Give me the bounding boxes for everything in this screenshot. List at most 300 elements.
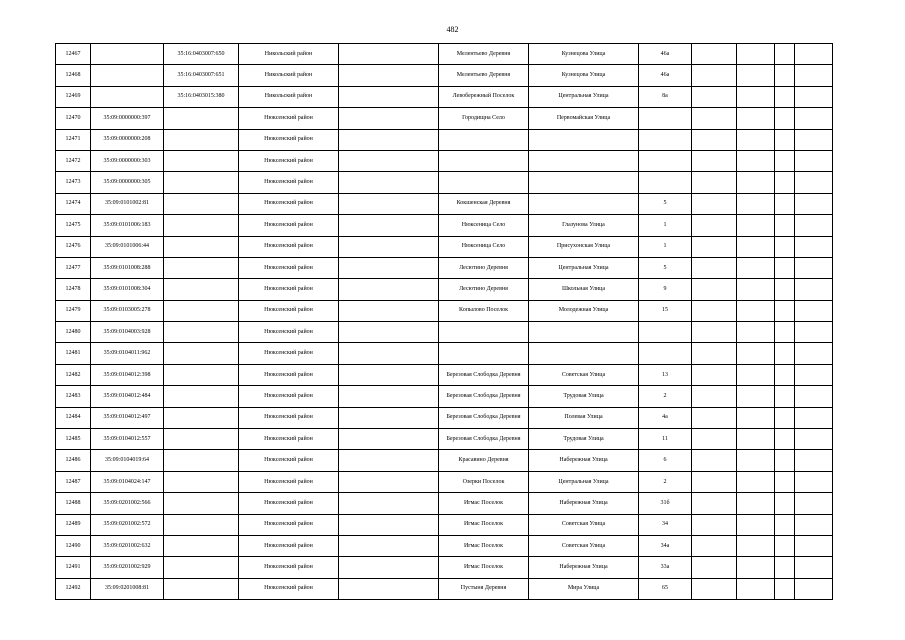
extra-cell-2 bbox=[737, 257, 775, 278]
row-number-cell: 12479 bbox=[56, 300, 91, 321]
extra-cell-1 bbox=[692, 44, 737, 65]
settlement-cell: Березовая Слободка Деревня bbox=[439, 364, 529, 385]
extra-cell-4 bbox=[795, 193, 833, 214]
extra-cell-4 bbox=[795, 364, 833, 385]
house-number-cell: 65 bbox=[639, 578, 692, 599]
house-number-cell: 46а bbox=[639, 44, 692, 65]
table-row bbox=[56, 386, 833, 407]
street-cell: Центральная Улица bbox=[529, 471, 639, 492]
cadastral-number-alt-cell bbox=[164, 343, 239, 364]
extra-cell-4 bbox=[795, 471, 833, 492]
row-number-cell: 12482 bbox=[56, 364, 91, 385]
cadastral-number-alt-cell: 35:16:0403015:380 bbox=[164, 86, 239, 107]
street-cell bbox=[529, 129, 639, 150]
settlement-cell: Пустыня Деревня bbox=[439, 578, 529, 599]
district-cell: Никольский район bbox=[239, 44, 339, 65]
empty-cell bbox=[339, 215, 439, 236]
empty-cell bbox=[339, 407, 439, 428]
cadastral-number-cell: 35:09:0201002:566 bbox=[91, 493, 164, 514]
extra-cell-4 bbox=[795, 108, 833, 129]
cadastral-number-cell: 35:09:0000000:305 bbox=[91, 172, 164, 193]
extra-cell-1 bbox=[692, 514, 737, 535]
table-row bbox=[56, 557, 833, 578]
cadastral-number-cell: 35:09:0201002:572 bbox=[91, 514, 164, 535]
street-cell bbox=[529, 343, 639, 364]
district-cell: Нюксенский район bbox=[239, 343, 339, 364]
house-number-cell: 9 bbox=[639, 279, 692, 300]
street-cell: Полевая Улица bbox=[529, 407, 639, 428]
row-number-cell: 12487 bbox=[56, 471, 91, 492]
extra-cell-3 bbox=[775, 578, 795, 599]
district-cell: Нюксенский район bbox=[239, 215, 339, 236]
row-number-cell: 12471 bbox=[56, 129, 91, 150]
cadastral-number-cell: 35:09:0201002:632 bbox=[91, 535, 164, 556]
cadastral-number-alt-cell bbox=[164, 150, 239, 171]
empty-cell bbox=[339, 108, 439, 129]
cadastral-number-cell bbox=[91, 65, 164, 86]
extra-cell-4 bbox=[795, 557, 833, 578]
settlement-cell bbox=[439, 322, 529, 343]
extra-cell-3 bbox=[775, 557, 795, 578]
street-cell: Центральная Улица bbox=[529, 86, 639, 107]
extra-cell-1 bbox=[692, 557, 737, 578]
cadastral-number-cell: 35:09:0104011:962 bbox=[91, 343, 164, 364]
district-cell: Нюксенский район bbox=[239, 364, 339, 385]
empty-cell bbox=[339, 300, 439, 321]
extra-cell-1 bbox=[692, 343, 737, 364]
cadastral-number-cell: 35:09:0201002:929 bbox=[91, 557, 164, 578]
cadastral-number-cell: 35:09:0104012:398 bbox=[91, 364, 164, 385]
street-cell: Советская Улица bbox=[529, 535, 639, 556]
empty-cell bbox=[339, 150, 439, 171]
street-cell bbox=[529, 193, 639, 214]
extra-cell-4 bbox=[795, 493, 833, 514]
extra-cell-3 bbox=[775, 386, 795, 407]
district-cell: Нюксенский район bbox=[239, 193, 339, 214]
extra-cell-2 bbox=[737, 300, 775, 321]
district-cell: Нюксенский район bbox=[239, 129, 339, 150]
page-number: 482 bbox=[446, 25, 459, 34]
empty-cell bbox=[339, 343, 439, 364]
house-number-cell: 5 bbox=[639, 257, 692, 278]
extra-cell-3 bbox=[775, 44, 795, 65]
row-number-cell: 12485 bbox=[56, 429, 91, 450]
extra-cell-3 bbox=[775, 364, 795, 385]
extra-cell-3 bbox=[775, 535, 795, 556]
extra-cell-4 bbox=[795, 215, 833, 236]
cadastral-number-alt-cell bbox=[164, 364, 239, 385]
extra-cell-2 bbox=[737, 129, 775, 150]
extra-cell-1 bbox=[692, 471, 737, 492]
extra-cell-4 bbox=[795, 514, 833, 535]
empty-cell bbox=[339, 429, 439, 450]
cadastral-number-cell: 35:09:0104012:497 bbox=[91, 407, 164, 428]
extra-cell-1 bbox=[692, 429, 737, 450]
empty-cell bbox=[339, 236, 439, 257]
settlement-cell: Озерки Поселок bbox=[439, 471, 529, 492]
cadastral-number-cell: 35:09:0000000:303 bbox=[91, 150, 164, 171]
cadastral-number-cell: 35:09:0101008:288 bbox=[91, 257, 164, 278]
settlement-cell: Мелентьево Деревня bbox=[439, 65, 529, 86]
cadastral-number-alt-cell bbox=[164, 215, 239, 236]
settlement-cell: Нюксеница Село bbox=[439, 215, 529, 236]
extra-cell-1 bbox=[692, 172, 737, 193]
street-cell: Присухонская Улица bbox=[529, 236, 639, 257]
row-number-cell: 12473 bbox=[56, 172, 91, 193]
row-number-cell: 12492 bbox=[56, 578, 91, 599]
extra-cell-4 bbox=[795, 343, 833, 364]
row-number-cell: 12472 bbox=[56, 150, 91, 171]
house-number-cell: 34 bbox=[639, 514, 692, 535]
cadastral-number-alt-cell bbox=[164, 386, 239, 407]
cadastral-number-cell: 35:09:0104012:484 bbox=[91, 386, 164, 407]
house-number-cell bbox=[639, 150, 692, 171]
extra-cell-3 bbox=[775, 236, 795, 257]
house-number-cell bbox=[639, 343, 692, 364]
table-row bbox=[56, 300, 833, 321]
street-cell bbox=[529, 150, 639, 171]
row-number-cell: 12478 bbox=[56, 279, 91, 300]
extra-cell-3 bbox=[775, 300, 795, 321]
row-number-cell: 12486 bbox=[56, 450, 91, 471]
street-cell: Набережная Улица bbox=[529, 557, 639, 578]
extra-cell-2 bbox=[737, 172, 775, 193]
cadastral-number-cell: 35:09:0201008:81 bbox=[91, 578, 164, 599]
cadastral-number-alt-cell bbox=[164, 514, 239, 535]
extra-cell-3 bbox=[775, 450, 795, 471]
cadastral-number-alt-cell: 35:16:0403007:651 bbox=[164, 65, 239, 86]
extra-cell-1 bbox=[692, 386, 737, 407]
extra-cell-3 bbox=[775, 429, 795, 450]
extra-cell-2 bbox=[737, 215, 775, 236]
empty-cell bbox=[339, 535, 439, 556]
house-number-cell: 1 bbox=[639, 215, 692, 236]
empty-cell bbox=[339, 257, 439, 278]
row-number-cell: 12476 bbox=[56, 236, 91, 257]
row-number-cell: 12480 bbox=[56, 322, 91, 343]
extra-cell-2 bbox=[737, 364, 775, 385]
extra-cell-4 bbox=[795, 150, 833, 171]
cadastral-number-cell bbox=[91, 86, 164, 107]
settlement-cell: Копылово Поселок bbox=[439, 300, 529, 321]
extra-cell-1 bbox=[692, 86, 737, 107]
empty-cell bbox=[339, 322, 439, 343]
extra-cell-2 bbox=[737, 386, 775, 407]
row-number-cell: 12488 bbox=[56, 493, 91, 514]
district-cell: Нюксенский район bbox=[239, 407, 339, 428]
extra-cell-1 bbox=[692, 450, 737, 471]
street-cell: Первомайская Улица bbox=[529, 108, 639, 129]
district-cell: Нюксенский район bbox=[239, 108, 339, 129]
row-number-cell: 12484 bbox=[56, 407, 91, 428]
house-number-cell: 46а bbox=[639, 65, 692, 86]
settlement-cell bbox=[439, 129, 529, 150]
cadastral-number-alt-cell bbox=[164, 471, 239, 492]
district-cell: Нюксенский район bbox=[239, 150, 339, 171]
settlement-cell: Кокшенская Деревня bbox=[439, 193, 529, 214]
street-cell: Центральная Улица bbox=[529, 257, 639, 278]
table-row bbox=[56, 172, 833, 193]
extra-cell-1 bbox=[692, 322, 737, 343]
table-row bbox=[56, 450, 833, 471]
settlement-cell: Игмас Поселок bbox=[439, 535, 529, 556]
extra-cell-2 bbox=[737, 322, 775, 343]
empty-cell bbox=[339, 386, 439, 407]
extra-cell-2 bbox=[737, 343, 775, 364]
extra-cell-2 bbox=[737, 108, 775, 129]
extra-cell-3 bbox=[775, 257, 795, 278]
extra-cell-1 bbox=[692, 236, 737, 257]
district-cell: Никольский район bbox=[239, 86, 339, 107]
settlement-cell: Игмас Поселок bbox=[439, 557, 529, 578]
extra-cell-4 bbox=[795, 279, 833, 300]
district-cell: Нюксенский район bbox=[239, 300, 339, 321]
district-cell: Нюксенский район bbox=[239, 172, 339, 193]
cadastral-number-alt-cell bbox=[164, 193, 239, 214]
extra-cell-1 bbox=[692, 407, 737, 428]
table-row bbox=[56, 578, 833, 599]
table-row bbox=[56, 215, 833, 236]
extra-cell-1 bbox=[692, 150, 737, 171]
district-cell: Нюксенский район bbox=[239, 514, 339, 535]
house-number-cell: 33а bbox=[639, 557, 692, 578]
extra-cell-3 bbox=[775, 279, 795, 300]
street-cell bbox=[529, 172, 639, 193]
table-row bbox=[56, 86, 833, 107]
row-number-cell: 12468 bbox=[56, 65, 91, 86]
table-row bbox=[56, 44, 833, 65]
extra-cell-3 bbox=[775, 193, 795, 214]
street-cell: Кузнецова Улица bbox=[529, 65, 639, 86]
cadastral-number-cell: 35:09:0104003:928 bbox=[91, 322, 164, 343]
extra-cell-4 bbox=[795, 65, 833, 86]
district-cell: Нюксенский район bbox=[239, 236, 339, 257]
cadastral-number-alt-cell bbox=[164, 578, 239, 599]
extra-cell-4 bbox=[795, 578, 833, 599]
extra-cell-1 bbox=[692, 129, 737, 150]
cadastral-number-cell: 35:09:0104012:557 bbox=[91, 429, 164, 450]
table-row bbox=[56, 471, 833, 492]
cadastral-number-alt-cell bbox=[164, 407, 239, 428]
row-number-cell: 12467 bbox=[56, 44, 91, 65]
extra-cell-1 bbox=[692, 65, 737, 86]
house-number-cell bbox=[639, 129, 692, 150]
extra-cell-4 bbox=[795, 535, 833, 556]
street-cell: Трудовая Улица bbox=[529, 386, 639, 407]
row-number-cell: 12481 bbox=[56, 343, 91, 364]
house-number-cell bbox=[639, 108, 692, 129]
table-row bbox=[56, 514, 833, 535]
row-number-cell: 12469 bbox=[56, 86, 91, 107]
empty-cell bbox=[339, 65, 439, 86]
empty-cell bbox=[339, 514, 439, 535]
house-number-cell: 1 bbox=[639, 236, 692, 257]
extra-cell-2 bbox=[737, 471, 775, 492]
district-cell: Нюксенский район bbox=[239, 429, 339, 450]
cadastral-number-cell: 35:09:0000000:208 bbox=[91, 129, 164, 150]
empty-cell bbox=[339, 578, 439, 599]
settlement-cell: Березовая Слободка Деревня bbox=[439, 386, 529, 407]
empty-cell bbox=[339, 557, 439, 578]
empty-cell bbox=[339, 450, 439, 471]
cadastral-number-alt-cell bbox=[164, 108, 239, 129]
cadastral-number-alt-cell bbox=[164, 429, 239, 450]
empty-cell bbox=[339, 279, 439, 300]
settlement-cell: Игмас Поселок bbox=[439, 514, 529, 535]
table-row bbox=[56, 193, 833, 214]
extra-cell-2 bbox=[737, 578, 775, 599]
extra-cell-2 bbox=[737, 86, 775, 107]
empty-cell bbox=[339, 172, 439, 193]
extra-cell-1 bbox=[692, 493, 737, 514]
settlement-cell: Левобережный Поселок bbox=[439, 86, 529, 107]
extra-cell-4 bbox=[795, 44, 833, 65]
settlement-cell: Березовая Слободка Деревня bbox=[439, 407, 529, 428]
extra-cell-2 bbox=[737, 514, 775, 535]
table-row bbox=[56, 535, 833, 556]
district-cell: Нюксенский район bbox=[239, 557, 339, 578]
table-row bbox=[56, 493, 833, 514]
cadastral-number-alt-cell bbox=[164, 322, 239, 343]
house-number-cell bbox=[639, 322, 692, 343]
settlement-cell: Лесютино Деревня bbox=[439, 257, 529, 278]
house-number-cell: 31б bbox=[639, 493, 692, 514]
house-number-cell bbox=[639, 172, 692, 193]
settlement-cell: Лесютино Деревня bbox=[439, 279, 529, 300]
street-cell: Кузнецова Улица bbox=[529, 44, 639, 65]
extra-cell-3 bbox=[775, 471, 795, 492]
table-row bbox=[56, 279, 833, 300]
cadastral-number-cell: 35:09:0103005:278 bbox=[91, 300, 164, 321]
cadastral-number-alt-cell bbox=[164, 236, 239, 257]
street-cell: Трудовая Улица bbox=[529, 429, 639, 450]
cadastral-number-alt-cell bbox=[164, 257, 239, 278]
cadastral-number-alt-cell bbox=[164, 172, 239, 193]
extra-cell-4 bbox=[795, 429, 833, 450]
cadastral-number-cell: 35:09:0101008:304 bbox=[91, 279, 164, 300]
house-number-cell: 15 bbox=[639, 300, 692, 321]
row-number-cell: 12490 bbox=[56, 535, 91, 556]
table-row bbox=[56, 150, 833, 171]
row-number-cell: 12475 bbox=[56, 215, 91, 236]
cadastral-number-alt-cell bbox=[164, 129, 239, 150]
extra-cell-4 bbox=[795, 450, 833, 471]
registry-table bbox=[55, 43, 833, 600]
cadastral-number-cell: 35:09:0101006:44 bbox=[91, 236, 164, 257]
district-cell: Нюксенский район bbox=[239, 578, 339, 599]
extra-cell-1 bbox=[692, 300, 737, 321]
cadastral-number-cell bbox=[91, 44, 164, 65]
settlement-cell: Мелентьево Деревня bbox=[439, 44, 529, 65]
street-cell: Молодежная Улица bbox=[529, 300, 639, 321]
street-cell: Мира Улица bbox=[529, 578, 639, 599]
table-row bbox=[56, 236, 833, 257]
empty-cell bbox=[339, 364, 439, 385]
empty-cell bbox=[339, 193, 439, 214]
row-number-cell: 12474 bbox=[56, 193, 91, 214]
extra-cell-2 bbox=[737, 557, 775, 578]
extra-cell-3 bbox=[775, 150, 795, 171]
cadastral-number-alt-cell bbox=[164, 493, 239, 514]
extra-cell-3 bbox=[775, 86, 795, 107]
street-cell: Набережная Улица bbox=[529, 493, 639, 514]
extra-cell-3 bbox=[775, 322, 795, 343]
extra-cell-1 bbox=[692, 193, 737, 214]
district-cell: Нюксенский район bbox=[239, 279, 339, 300]
extra-cell-2 bbox=[737, 44, 775, 65]
street-cell: Школьная Улица bbox=[529, 279, 639, 300]
extra-cell-1 bbox=[692, 578, 737, 599]
table-row bbox=[56, 364, 833, 385]
settlement-cell: Красавино Деревня bbox=[439, 450, 529, 471]
extra-cell-2 bbox=[737, 193, 775, 214]
street-cell: Набережная Улица bbox=[529, 450, 639, 471]
cadastral-number-alt-cell bbox=[164, 279, 239, 300]
extra-cell-1 bbox=[692, 535, 737, 556]
cadastral-number-alt-cell bbox=[164, 300, 239, 321]
settlement-cell bbox=[439, 343, 529, 364]
cadastral-number-cell: 35:09:0104024:147 bbox=[91, 471, 164, 492]
empty-cell bbox=[339, 44, 439, 65]
extra-cell-2 bbox=[737, 429, 775, 450]
extra-cell-1 bbox=[692, 108, 737, 129]
table-row bbox=[56, 343, 833, 364]
row-number-cell: 12489 bbox=[56, 514, 91, 535]
street-cell bbox=[529, 322, 639, 343]
registry-body bbox=[56, 44, 833, 600]
row-number-cell: 12491 bbox=[56, 557, 91, 578]
house-number-cell: 2 bbox=[639, 471, 692, 492]
street-cell: Советская Улица bbox=[529, 364, 639, 385]
extra-cell-2 bbox=[737, 493, 775, 514]
extra-cell-2 bbox=[737, 407, 775, 428]
settlement-cell: Нюксеница Село bbox=[439, 236, 529, 257]
settlement-cell: Березовая Слободка Деревня bbox=[439, 429, 529, 450]
extra-cell-4 bbox=[795, 322, 833, 343]
extra-cell-3 bbox=[775, 215, 795, 236]
extra-cell-3 bbox=[775, 514, 795, 535]
row-number-cell: 12483 bbox=[56, 386, 91, 407]
street-cell: Советская Улица bbox=[529, 514, 639, 535]
house-number-cell: 13 bbox=[639, 364, 692, 385]
extra-cell-1 bbox=[692, 257, 737, 278]
extra-cell-3 bbox=[775, 407, 795, 428]
cadastral-number-alt-cell: 35:16:0403007:650 bbox=[164, 44, 239, 65]
house-number-cell: 4а bbox=[639, 407, 692, 428]
district-cell: Нюксенский район bbox=[239, 257, 339, 278]
extra-cell-1 bbox=[692, 215, 737, 236]
extra-cell-2 bbox=[737, 279, 775, 300]
table-row bbox=[56, 108, 833, 129]
house-number-cell: 11 bbox=[639, 429, 692, 450]
cadastral-number-cell: 35:09:0000000:397 bbox=[91, 108, 164, 129]
extra-cell-1 bbox=[692, 279, 737, 300]
table-row bbox=[56, 322, 833, 343]
district-cell: Нюксенский район bbox=[239, 493, 339, 514]
cadastral-number-cell: 35:09:0101002:81 bbox=[91, 193, 164, 214]
house-number-cell: 34а bbox=[639, 535, 692, 556]
extra-cell-4 bbox=[795, 86, 833, 107]
extra-cell-3 bbox=[775, 108, 795, 129]
empty-cell bbox=[339, 471, 439, 492]
extra-cell-4 bbox=[795, 407, 833, 428]
extra-cell-1 bbox=[692, 364, 737, 385]
extra-cell-4 bbox=[795, 386, 833, 407]
cadastral-number-alt-cell bbox=[164, 557, 239, 578]
extra-cell-3 bbox=[775, 343, 795, 364]
house-number-cell: 6 bbox=[639, 450, 692, 471]
cadastral-number-cell: 35:09:0101006:183 bbox=[91, 215, 164, 236]
